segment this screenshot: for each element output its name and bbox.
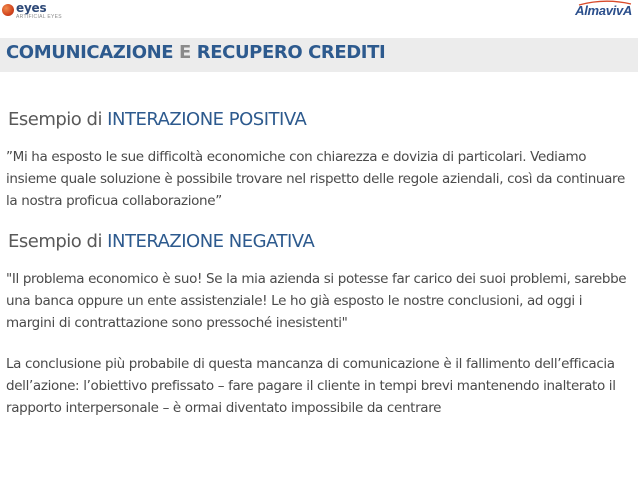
title-part-1: COMUNICAZIONE: [6, 42, 174, 63]
negative-heading-keyword: INTERAZIONE NEGATIVA: [107, 231, 315, 252]
negative-example-text: "Il problema economico è suo! Se la mia azienda si potesse far carico dei suoi problemi, sarebbe una banca oppure un ente assistenziale! Le ho già esposto le nostre conclusioni, ad oggi i margini di contrattazione sono pressoché inesistenti": [6, 271, 627, 331]
positive-example-text: ”Mi ha esposto le sue difficoltà economiche con chiarezza e dovizia di particolari. Vediamo insieme quale soluzione è possibile trovare nel rispetto delle regole aziendali, così da continuare la nostra proficua collaborazione”: [6, 149, 625, 209]
eyes-logo-text: eyes: [16, 1, 47, 15]
positive-heading: [8, 109, 306, 130]
eye-logo-icon: [2, 4, 14, 16]
swoosh-icon: [577, 0, 633, 6]
eyes-logo: [2, 1, 62, 25]
positive-heading-keyword: INTERAZIONE POSITIVA: [107, 109, 307, 130]
almaviva-logo-text: AlmavivA: [575, 3, 632, 18]
negative-heading: [8, 231, 314, 252]
negative-heading-label: Esempio di: [8, 231, 108, 252]
page-title: [6, 42, 385, 63]
title-part-3: RECUPERO CREDITI: [196, 42, 386, 63]
eyes-logo-tagline: ARTIFICIAL EYES: [16, 14, 62, 20]
conclusion-text: La conclusione più probabile di questa mancanza di comunicazione è il fallimento dell’efficacia dell’azione: l’obiettivo prefissato – fare pagare il cliente in tempi brevi mantenendo inalterato il rapporto interpersonale – è ormai diventato impossibile da centrare: [6, 356, 616, 416]
almaviva-logo: [575, 2, 632, 18]
title-part-2: E: [173, 42, 197, 63]
positive-heading-label: Esempio di: [8, 109, 108, 130]
